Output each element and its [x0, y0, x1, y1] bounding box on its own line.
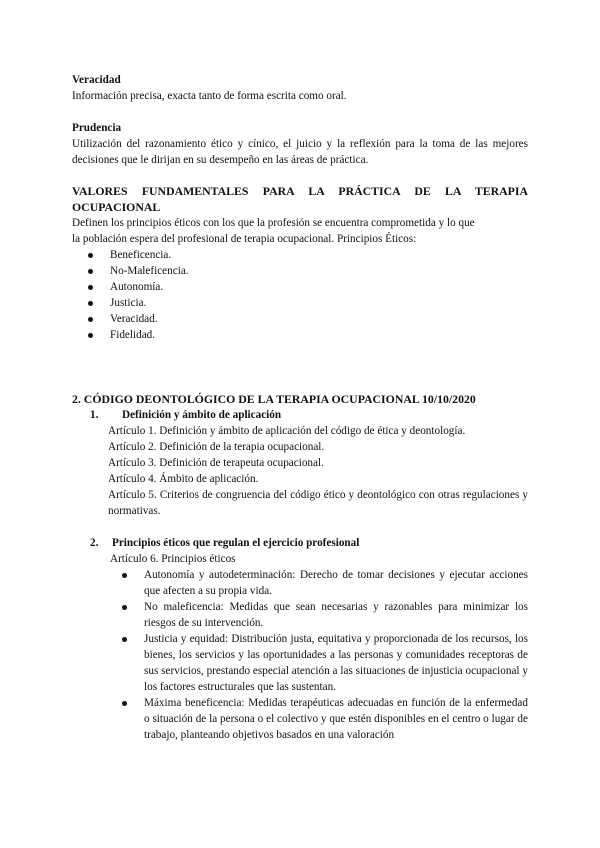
- list-item: No-Maleficencia.: [110, 263, 528, 279]
- valores-heading: VALORES FUNDAMENTALES PARA LA PRÁCTICA DE LA TERAPIA OCUPACIONAL: [72, 184, 528, 214]
- subsection-title: Definición y ámbito de aplicación: [122, 409, 282, 421]
- article-line: Artículo 2. Definición de la terapia ocupacional.: [108, 441, 325, 453]
- valores-text-line2: la población espera del profesional de terapia ocupacional. Principios Éticos:: [72, 233, 417, 245]
- list-item: Beneficencia.: [110, 247, 528, 263]
- veracidad-heading: Veracidad: [72, 74, 121, 86]
- valores-list: [72, 247, 528, 343]
- list-item: Justicia y equidad: Distribución justa, equitativa y proporcionada de los recursos, los bienes, los servicios y las oportunidades a las personas y comunidades receptoras de sus servicios, prestando especial atención a las situaciones de injusticia ocupacional y los factores estructurales que las sustentan.: [144, 633, 528, 693]
- valores-text-line1: Definen los principios éticos con los que la profesión se encuentra comprometida y lo que: [72, 217, 475, 229]
- section-codigo: [72, 391, 528, 519]
- codigo-heading: 2. CÓDIGO DEONTOLÓGICO DE LA TERAPIA OCUPACIONAL 10/10/2020: [72, 392, 476, 406]
- article-line: Artículo 1. Definición y ámbito de aplicación del código de ética y deontología.: [108, 425, 466, 437]
- section-veracidad: [72, 72, 528, 104]
- list-item: Autonomía y autodeterminación: Derecho de tomar decisiones y ejecutar acciones que afecten a su propia vida.: [144, 569, 528, 597]
- article-line: Artículo 4. Ámbito de aplicación.: [108, 473, 259, 485]
- articles-list: [72, 423, 528, 519]
- veracidad-text: Información precisa, exacta tanto de forma escrita como oral.: [72, 90, 347, 102]
- section-valores: [72, 183, 528, 343]
- subsection-principios: [72, 535, 528, 743]
- list-item: Autonomía.: [110, 279, 528, 295]
- subsection-number: 2.: [90, 537, 99, 549]
- section-prudencia: [72, 120, 528, 168]
- principios-list: [72, 567, 528, 743]
- prudencia-text: Utilización del razonamiento ético y cínico, el juicio y la reflexión para la toma de las mejores decisiones que le dirijan en su desempeño en las áreas de práctica.: [72, 138, 528, 166]
- list-item: No maleficencia: Medidas que sean necesarias y razonables para minimizar los riesgos de su intervención.: [144, 601, 528, 629]
- prudencia-heading: Prudencia: [72, 122, 122, 134]
- subsection-definicion: [72, 407, 528, 423]
- list-item: Veracidad.: [110, 311, 528, 327]
- subsection-title: Principios éticos que regulan el ejercicio profesional: [112, 537, 360, 549]
- article-6: Artículo 6. Principios éticos: [110, 553, 236, 565]
- list-item: Justicia.: [110, 295, 528, 311]
- subsection-number: 1.: [90, 409, 99, 421]
- list-item: Fidelidad.: [110, 327, 528, 343]
- article-line: Artículo 5. Criterios de congruencia del código ético y deontológico con otras regulaciones y normativas.: [108, 489, 528, 517]
- list-item: Máxima beneficencia: Medidas terapéuticas adecuadas en función de la enfermedad o situación de la persona o el colectivo y que estén disponibles en el centro o lugar de trabajo, planteando objetivos basados en una valoración: [144, 697, 528, 741]
- article-line: Artículo 3. Definición de terapeuta ocupacional.: [108, 457, 324, 469]
